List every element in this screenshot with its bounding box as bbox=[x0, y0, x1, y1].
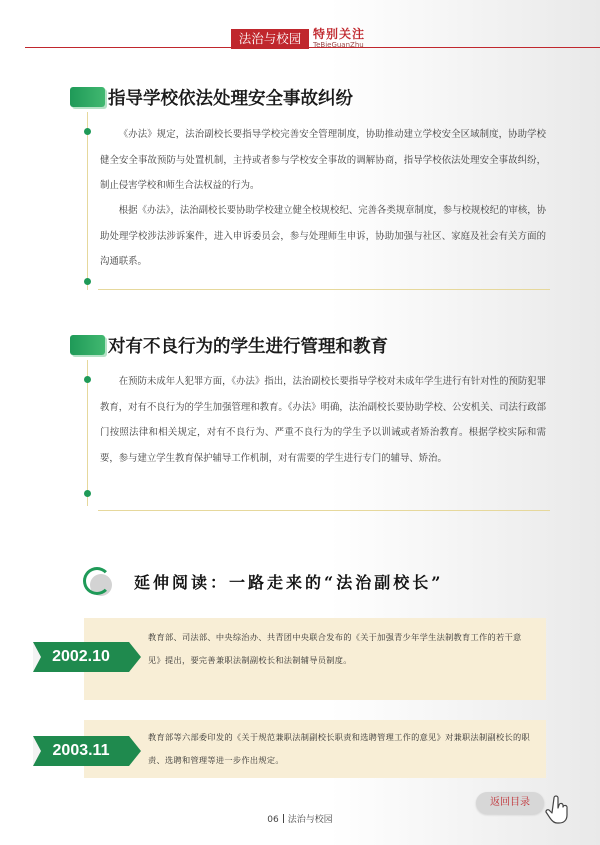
column-pinyin: TeBieGuanZhu bbox=[313, 41, 364, 49]
bullet-dot-icon bbox=[84, 376, 91, 383]
page-number: 06 bbox=[267, 815, 279, 825]
timeline-card bbox=[84, 618, 546, 700]
footer-separator bbox=[283, 814, 284, 823]
extended-reading-title: 延伸阅读：一路走来的“法治副校长” bbox=[134, 573, 444, 592]
timeline-text: 教育部、司法部、中央综治办、共青团中央联合发布的《关于加强青少年学生法制教育工作的若干意见》提出，要完善兼职法制副校长和法制辅导员制度。 bbox=[148, 632, 522, 665]
section2-heading bbox=[70, 334, 388, 356]
bullet-dot-icon bbox=[84, 490, 91, 497]
timeline-year: 2003.11 bbox=[33, 736, 129, 766]
timeline-text: 教育部等六部委印发的《关于规范兼职法制副校长职责和选聘管理工作的意见》对兼职法制副校长的职责、选聘和管理等进一步作出规定。 bbox=[148, 732, 530, 765]
bullet-dot-icon bbox=[84, 278, 91, 285]
section1-bottom-rule bbox=[98, 289, 550, 290]
footer-magazine: 法治与校园 bbox=[287, 815, 333, 825]
section2-title: 对有不良行为的学生进行管理和教育 bbox=[108, 336, 388, 357]
section-marker-icon bbox=[70, 87, 105, 107]
extended-reading-icon bbox=[83, 567, 113, 597]
section1-vertical-rule bbox=[87, 112, 88, 290]
column-tag bbox=[313, 27, 375, 47]
page-footer bbox=[0, 812, 600, 825]
section1-heading bbox=[70, 86, 353, 108]
magazine-tag: 法治与校园 bbox=[231, 29, 309, 49]
section1-title: 指导学校依法处理安全事故纠纷 bbox=[108, 88, 353, 109]
section2-bottom-rule bbox=[98, 510, 550, 511]
column-title: 特别关注 bbox=[313, 27, 366, 41]
section1-paragraph-1: 《办法》规定，法治副校长要指导学校完善安全管理制度，协助推动建立学校安全区域制度，协助学校健全安全事故预防与处置机制，主持或者参与学校安全事故的调解协商，指导学校依法处理安全事故纠纷，制止侵害学校和师生合法权益的行为。 bbox=[100, 129, 546, 191]
section2-paragraph-1: 在预防未成年人犯罪方面，《办法》指出，法治副校长要指导学校对未成年学生进行有针对性的预防犯罪教育，对有不良行为的学生加强管理和教育。《办法》明确，法治副校长要协助学校、公安机关、司法行政部门按照法律和相关规定，对有不良行为、严重不良行为的学生予以训诫或者矫治教育。根据学校实际和需要，参与建立学生教育保护辅导工作机制，对有需要的学生进行专门的辅导、矫治。 bbox=[100, 376, 546, 464]
bullet-dot-icon bbox=[84, 128, 91, 135]
section-marker-icon bbox=[70, 335, 105, 355]
timeline-card bbox=[84, 720, 546, 778]
back-to-contents-button[interactable]: 返回目录 bbox=[476, 792, 544, 814]
timeline-year: 2002.10 bbox=[33, 642, 129, 672]
section1-paragraph-2: 根据《办法》，法治副校长要协助学校建立健全校规校纪、完善各类规章制度，参与校规校纪的审核，协助处理学校涉法涉诉案件，进入申诉委员会，参与处理师生申诉，协助加强与社区、家庭及社会有关方面的沟通联系。 bbox=[100, 205, 546, 267]
